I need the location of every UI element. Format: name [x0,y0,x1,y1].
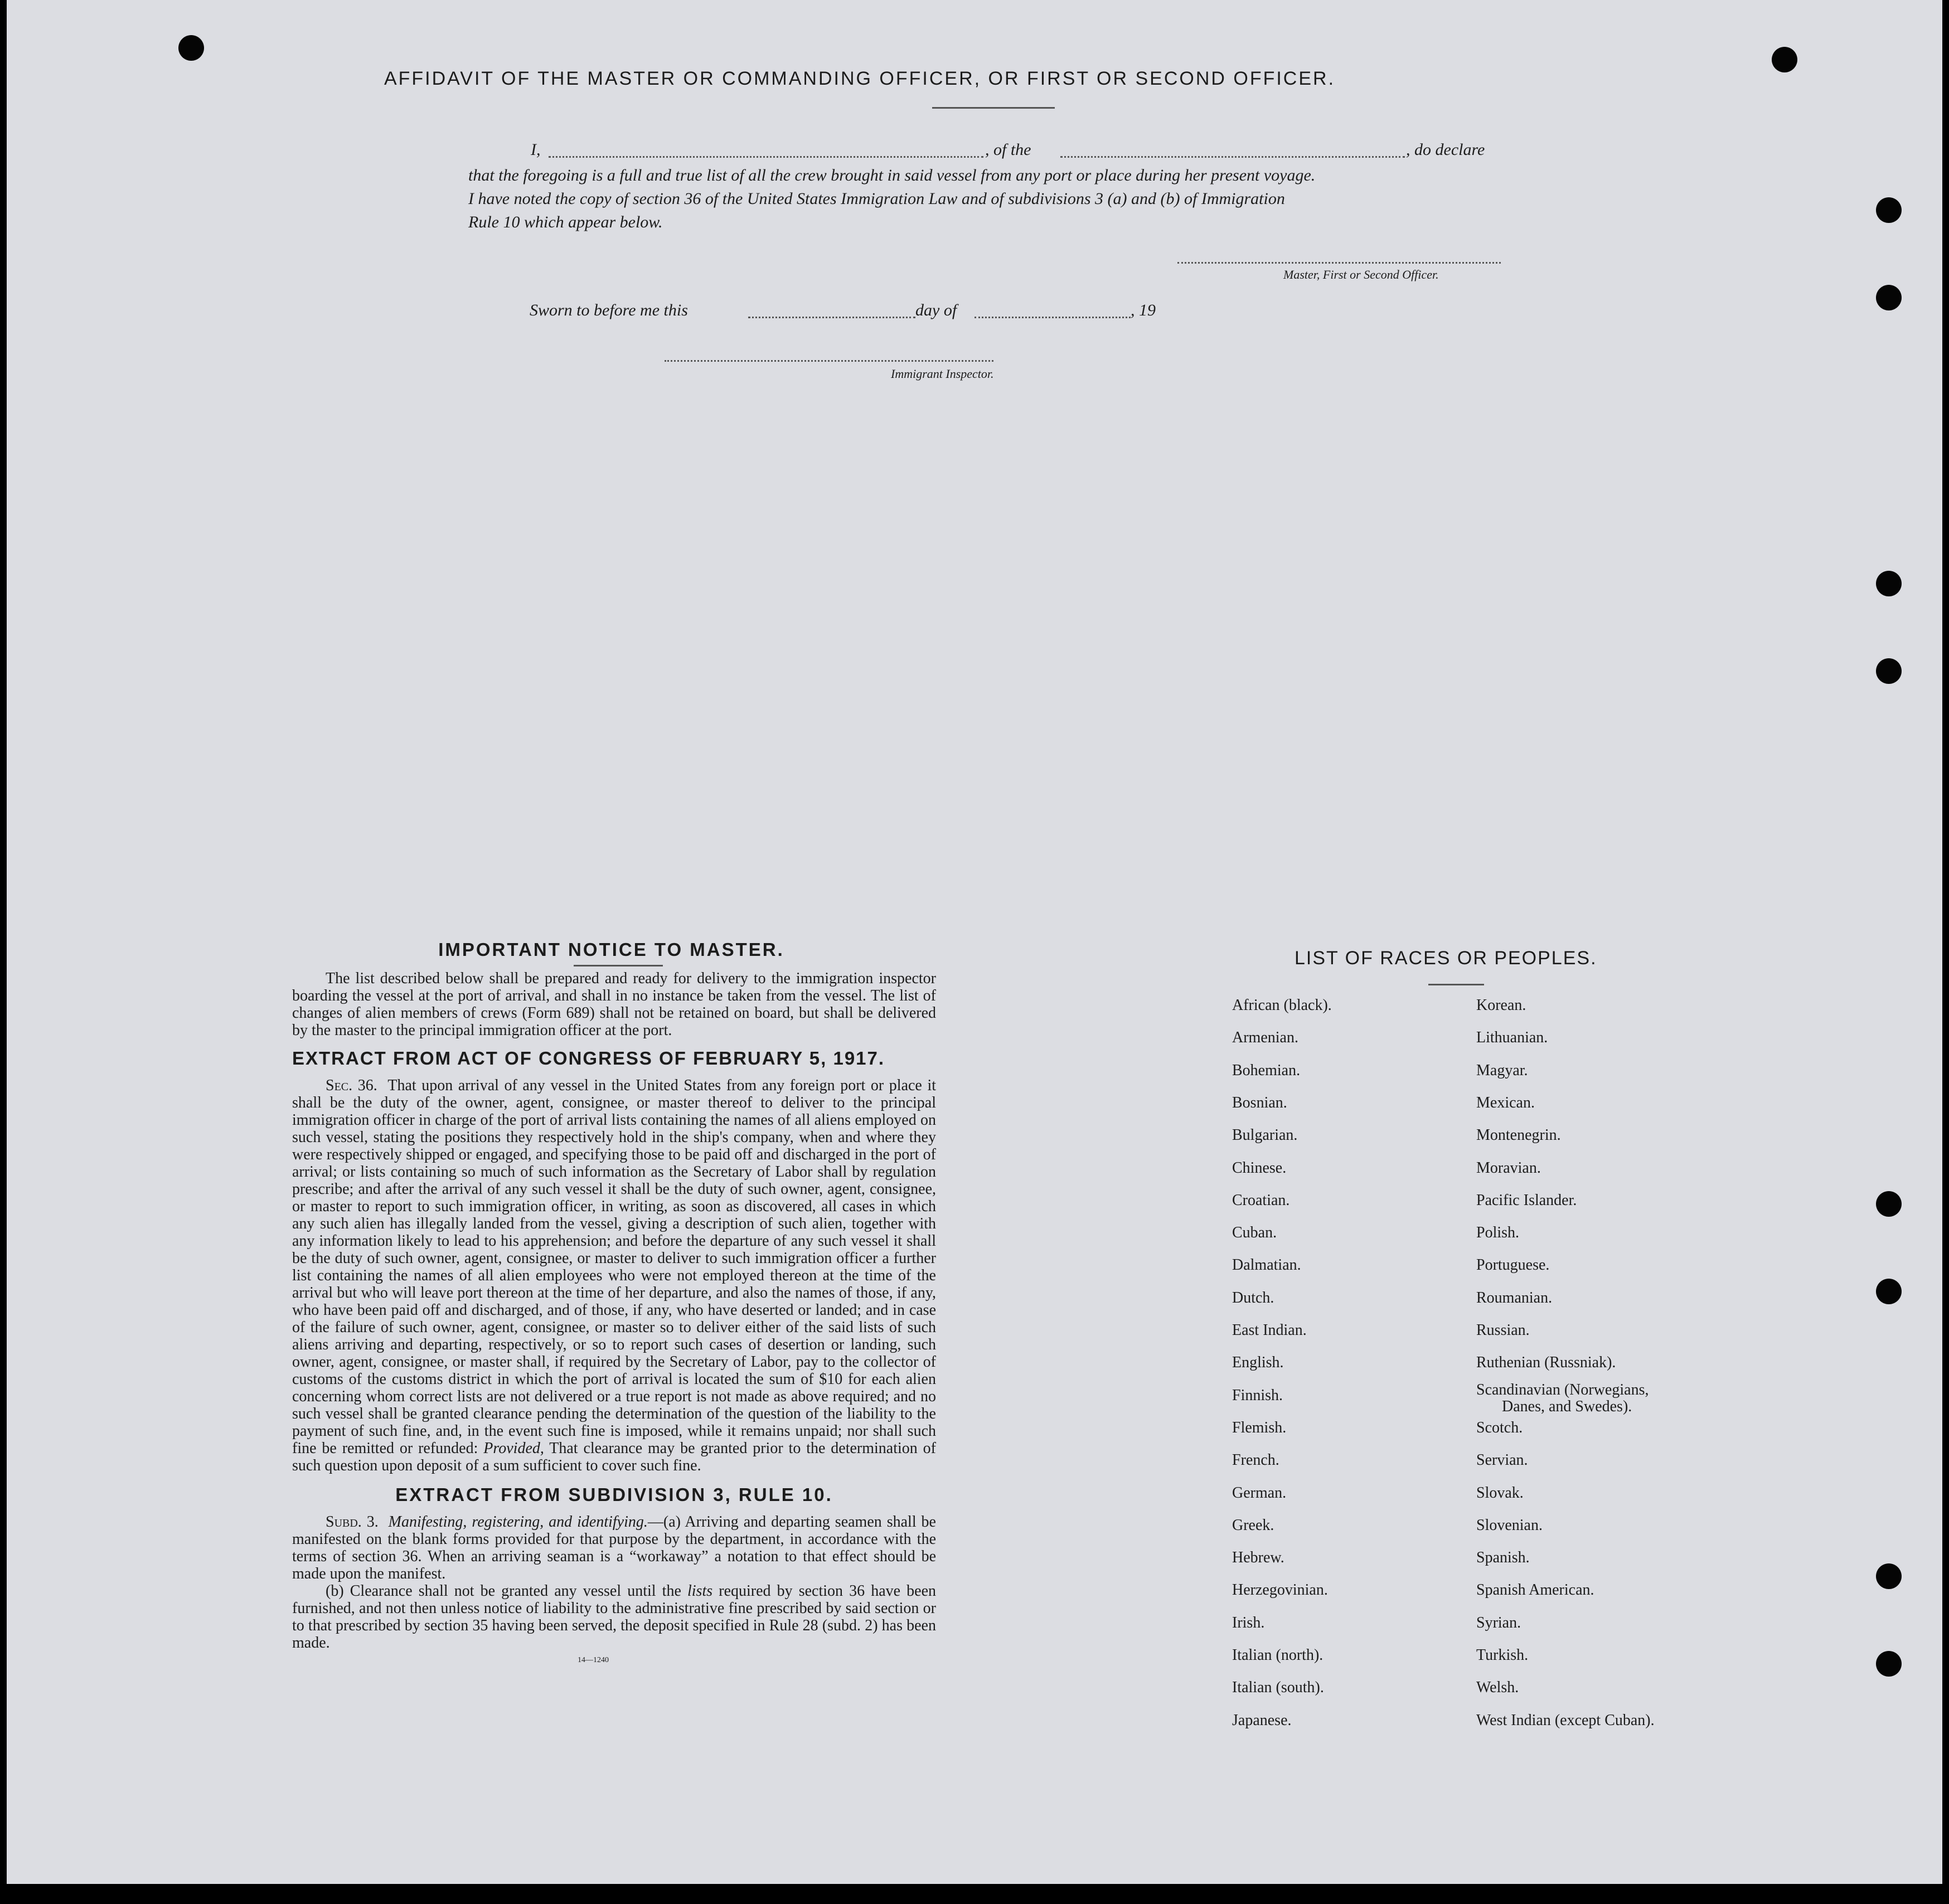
affidavit-line-3: I have noted the copy of section 36 of the United States Immigration Law and of subdivisions 3 (a) and (b) of Immigration [468,190,1285,208]
punch-hole [1876,571,1902,596]
race-item-left: Japanese. [1232,1712,1292,1729]
race-item-right: Turkish. [1476,1646,1529,1664]
name-field[interactable] [549,156,983,158]
subd-b-pre: (b) Clearance shall not be granted any vessel until the [326,1582,681,1600]
vessel-field[interactable] [1060,156,1405,158]
subd-b-lists: lists [687,1582,713,1600]
subd-title: Manifesting, registering, and identifying. [388,1513,648,1531]
race-item-left: Dalmatian. [1232,1256,1301,1274]
affidavit-of-the: , of the [985,140,1031,159]
affidavit-line-2: that the foregoing is a full and true list of all the crew brought in said vessel from any port or place during her present voyage. [468,166,1316,184]
extract-rule-heading: EXTRACT FROM SUBDIVISION 3, RULE 10. [395,1484,833,1505]
provided-word: Provided, [483,1440,544,1457]
subd-b-paragraph [292,1582,936,1652]
race-item-right: Servian. [1476,1451,1528,1469]
races-divider [1428,984,1484,985]
punch-hole [1876,658,1902,684]
day-of-text: day of [915,301,957,319]
punch-hole [1876,197,1902,223]
race-item-right: Syrian. [1476,1614,1521,1631]
race-item-left: Irish. [1232,1614,1265,1631]
race-item-left: African (black). [1232,997,1332,1014]
affidavit-i: I, [531,140,541,159]
race-item-right: Montenegrin. [1476,1126,1561,1144]
punch-hole [1772,47,1797,72]
master-signature-field[interactable] [1177,262,1501,264]
race-item-right: Moravian. [1476,1159,1541,1177]
race-item-left: Italian (south). [1232,1679,1324,1696]
subd-b-post: required by section 36 have been furnished, and not then unless notice of liability to the administrative fine prescribed by said section or to that prescribed by section 35 having been served, the deposit specified in Rule 28 (subd. 2) has been made. [292,1582,937,1652]
document-page [7,0,1942,1884]
race-item-left: Flemish. [1232,1419,1287,1436]
race-item-right: Slovak. [1476,1484,1524,1502]
inspector-caption: Immigrant Inspector. [891,367,994,381]
race-item-left: English. [1232,1354,1284,1371]
punch-hole [178,35,204,61]
races-heading: LIST OF RACES OR PEOPLES. [1295,948,1597,969]
inspector-signature-field[interactable] [665,360,993,362]
race-item-right: Ruthenian (Russniak). [1476,1354,1616,1371]
race-item-right: Spanish. [1476,1549,1530,1566]
race-item-right: Welsh. [1476,1679,1519,1696]
race-item-left: Dutch. [1232,1289,1274,1306]
race-item-right: Magyar. [1476,1062,1528,1079]
sworn-day-field[interactable] [748,317,915,318]
race-item-left: Herzegovinian. [1232,1581,1328,1599]
race-item-left: Finnish. [1232,1387,1283,1404]
race-item-right: Portuguese. [1476,1256,1550,1274]
race-item-left: German. [1232,1484,1287,1502]
race-item-continuation: Danes, and Swedes). [1502,1398,1632,1415]
race-item-right: Roumanian. [1476,1289,1553,1306]
race-item-left: Bohemian. [1232,1062,1301,1079]
race-item-right: Spanish American. [1476,1581,1594,1599]
race-item-left: Chinese. [1232,1159,1287,1177]
race-item-left: Hebrew. [1232,1549,1284,1566]
race-item-right: Scandinavian (Norwegians, [1476,1381,1649,1398]
race-item-left: Italian (north). [1232,1646,1323,1664]
extract-rule-text [292,1513,936,1652]
extract-act-heading: EXTRACT FROM ACT OF CONGRESS OF FEBRUARY 5, 1917. [292,1048,885,1068]
subd-a-paragraph [292,1513,936,1582]
year-text: , 19 [1131,301,1156,319]
race-item-right: Korean. [1476,997,1526,1014]
subd-a-text: —(a) Arriving and departing seamen shall be manifested on the blank forms provided for that purpose by the department, in accordance with the terms of section 36. When an arriving seaman is a “workaway” a notation to that effect should be made upon the manifest. [292,1513,936,1582]
race-item-left: East Indian. [1232,1322,1307,1339]
sec-36-text-end: That clearance may be granted prior to the determination of such question upon deposit of a sum sufficient to cover such fine. [292,1440,936,1474]
sworn-month-field[interactable] [975,317,1131,318]
race-item-right: Pacific Islander. [1476,1192,1577,1209]
race-item-right: Lithuanian. [1476,1029,1548,1046]
race-item-left: Bulgarian. [1232,1126,1298,1144]
subd-label: Subd. 3. [326,1513,379,1531]
extract-act-text [292,1077,936,1474]
race-item-left: Croatian. [1232,1192,1290,1209]
affidavit-do-declare: , do declare [1406,140,1485,159]
punch-hole [1876,1279,1902,1304]
punch-hole [1876,1563,1902,1589]
sec-36-paragraph [292,1077,936,1474]
punch-hole [1876,285,1902,310]
notice-text [292,970,936,1039]
sec-36-text: That upon arrival of any vessel in the United States from any foreign port or place it shall be the duty of the owner, agent, consignee, or master thereof to deliver to the principal immigration officer in charge of the port of arrival lists containing the names of all aliens employed on such vessel, stating the positions they respectively hold in the ship's company, when and where they were respectively shipped or engaged, and specifying those to be paid off and discharged in the port of arrival; or lists containing so much of such information as the Secretary of Labor shall by regulation prescribe; and after the arrival of any such vessel it shall be the duty of such owner, agent, consignee, or master to report to such immigration officer, in writing, as soon as discovered, all cases in which any such alien has illegally landed from the vessel, giving a description of such alien, together with any information likely to lead to his apprehension; and before the departure of any such vessel it shall be the duty of such owner, agent, consignee, or master to deliver to such immigration officer a further list containing the names of all alien employees who were not employed thereon at the time of the arrival but who will leave port thereon at the time of her departure, and also the names of those, if any, who have been paid off and discharged, and of those, if any, who have deserted or landed; and in case of the failure of such owner, agent, consignee, or master so to deliver either of the said lists of such aliens arriving and departing, respectively, or so to report such cases of desertion or landing, such owner, agent, consignee, or master shall, if required by the Secretary of Labor, pay to the collector of customs of the customs district in which the port of arrival is located the sum of $10 for each alien concerning whom correct lists are not delivered or a true report is not made as above required; and no such vessel shall be granted clearance pending the determination of the question of the liability to the payment of such fine, and, in the event such fine is imposed, while it remains unpaid; nor shall such fine be remitted or refunded: [292,1077,937,1457]
punch-hole [1876,1651,1902,1677]
sworn-text: Sworn to before me this [530,301,688,319]
affidavit-title: AFFIDAVIT OF THE MASTER OR COMMANDING OFFICER, OR FIRST OR SECOND OFFICER. [384,68,1336,89]
affidavit-line-4: Rule 10 which appear below. [468,213,663,231]
form-number: 14—1240 [578,1656,609,1664]
race-item-right: Russian. [1476,1322,1530,1339]
race-item-right: Polish. [1476,1224,1520,1241]
race-item-right: Scotch. [1476,1419,1523,1436]
punch-hole [1876,1191,1902,1217]
race-item-left: Greek. [1232,1517,1274,1534]
race-item-right: West Indian (except Cuban). [1476,1712,1655,1729]
sec-label: Sec. 36. [326,1077,377,1094]
race-item-left: Bosnian. [1232,1094,1287,1111]
notice-divider [574,965,663,966]
race-item-left: French. [1232,1451,1279,1469]
notice-heading: IMPORTANT NOTICE TO MASTER. [438,939,784,960]
notice-paragraph: The list described below shall be prepared and ready for delivery to the immigration inspector boarding the vessel at the port of arrival, and shall in no instance be taken from the vessel. The list of changes of alien members of crews (Form 689) shall not be retained on board, but shall be delivered by the master to the principal immigration officer at the port. [292,970,936,1039]
race-item-left: Armenian. [1232,1029,1298,1046]
race-item-right: Mexican. [1476,1094,1535,1111]
race-item-right: Slovenian. [1476,1517,1543,1534]
race-item-left: Cuban. [1232,1224,1277,1241]
master-caption: Master, First or Second Officer. [1283,268,1439,281]
title-divider [932,107,1055,109]
left-column [292,939,936,1665]
